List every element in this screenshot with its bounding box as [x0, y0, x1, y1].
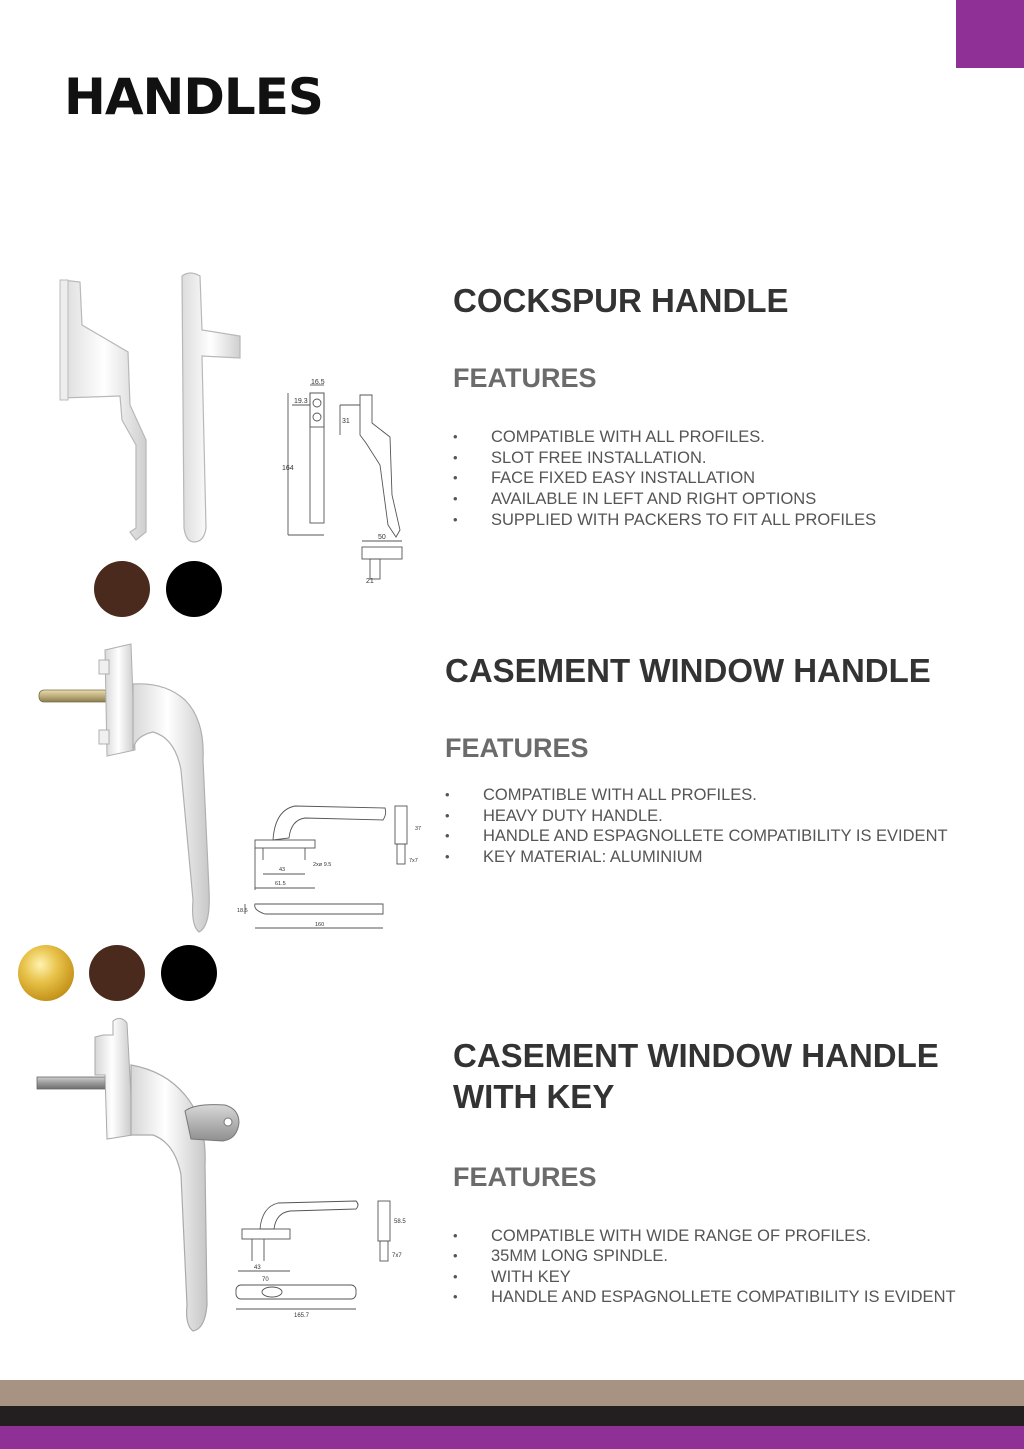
swatch-gold: [18, 945, 74, 1001]
footer-band-purple: [0, 1426, 1024, 1449]
dim-label: 37: [415, 826, 422, 832]
product-title: CASEMENT WINDOW HANDLE: [445, 652, 931, 689]
casement-handle-photo: [35, 640, 225, 935]
dim-label: 160: [315, 922, 325, 928]
features-list: [453, 427, 1013, 530]
casement-key-section: [453, 1035, 1013, 1308]
dim-label: 31: [342, 418, 350, 425]
features-list: [445, 785, 1015, 867]
casement-technical-drawing: [235, 800, 430, 940]
swatch-brown: [94, 561, 150, 617]
product-title: COCKSPUR HANDLE: [453, 282, 789, 319]
dim-label: 50: [378, 534, 386, 541]
feature-item: • KEY MATERIAL: ALUMINIUM: [445, 847, 1015, 868]
dim-label: 164: [282, 465, 294, 472]
dim-label: 43: [254, 1265, 261, 1271]
casement-key-handle-photo: [35, 1015, 250, 1335]
cockspur-handle-photo: [50, 270, 260, 550]
feature-item: • 35MM LONG SPINDLE.: [453, 1246, 1013, 1267]
feature-item: • HANDLE AND ESPAGNOLLETE COMPATIBILITY IS EVIDENT: [453, 1287, 1013, 1308]
dim-label: 2xø 9.5: [313, 862, 332, 868]
feature-item: • AVAILABLE IN LEFT AND RIGHT OPTIONS: [453, 489, 1013, 510]
feature-item: • COMPATIBLE WITH ALL PROFILES.: [445, 785, 1015, 806]
feature-item: • SUPPLIED WITH PACKERS TO FIT ALL PROFILES: [453, 510, 1013, 531]
feature-item: • SLOT FREE INSTALLATION.: [453, 448, 1013, 469]
corner-accent-block: [956, 0, 1024, 68]
feature-item: • COMPATIBLE WITH WIDE RANGE OF PROFILES.: [453, 1226, 1013, 1247]
dim-label: 61.5: [275, 881, 286, 887]
dim-label: 165.7: [294, 1313, 310, 1319]
features-heading: FEATURES: [453, 363, 597, 394]
dim-label: 21: [366, 578, 374, 585]
feature-item: • HEAVY DUTY HANDLE.: [445, 806, 1015, 827]
feature-item: • WITH KEY: [453, 1267, 1013, 1288]
dim-label: 43: [279, 867, 286, 873]
cockspur-technical-drawing: [280, 375, 410, 590]
feature-item: • COMPATIBLE WITH ALL PROFILES.: [453, 427, 1013, 448]
features-heading: FEATURES: [445, 733, 589, 764]
casement-section: [445, 650, 1015, 868]
dim-label: 70: [262, 1277, 269, 1283]
dim-label: 18.5: [237, 908, 248, 914]
casement-key-technical-drawing: [228, 1195, 413, 1320]
feature-item: • HANDLE AND ESPAGNOLLETE COMPATIBILITY IS EVIDENT: [445, 826, 1015, 847]
feature-item: • FACE FIXED EASY INSTALLATION: [453, 468, 1013, 489]
footer-band-tan: [0, 1380, 1024, 1406]
dim-label: 16.5: [311, 379, 325, 386]
footer-band-dark: [0, 1406, 1024, 1426]
cockspur-section: [453, 280, 1013, 530]
dim-label: 58.5: [394, 1219, 406, 1225]
page-title: HANDLES: [64, 68, 323, 126]
dim-label: 19.3: [294, 398, 308, 405]
product-title: CASEMENT WINDOW HANDLE WITH KEY: [453, 1037, 939, 1116]
swatch-black: [161, 945, 217, 1001]
features-list: [453, 1226, 1013, 1308]
dim-label: 7x7: [392, 1253, 402, 1259]
features-heading: FEATURES: [453, 1161, 597, 1192]
swatch-black: [166, 561, 222, 617]
dim-label: 7x7: [409, 858, 418, 864]
swatch-brown: [89, 945, 145, 1001]
